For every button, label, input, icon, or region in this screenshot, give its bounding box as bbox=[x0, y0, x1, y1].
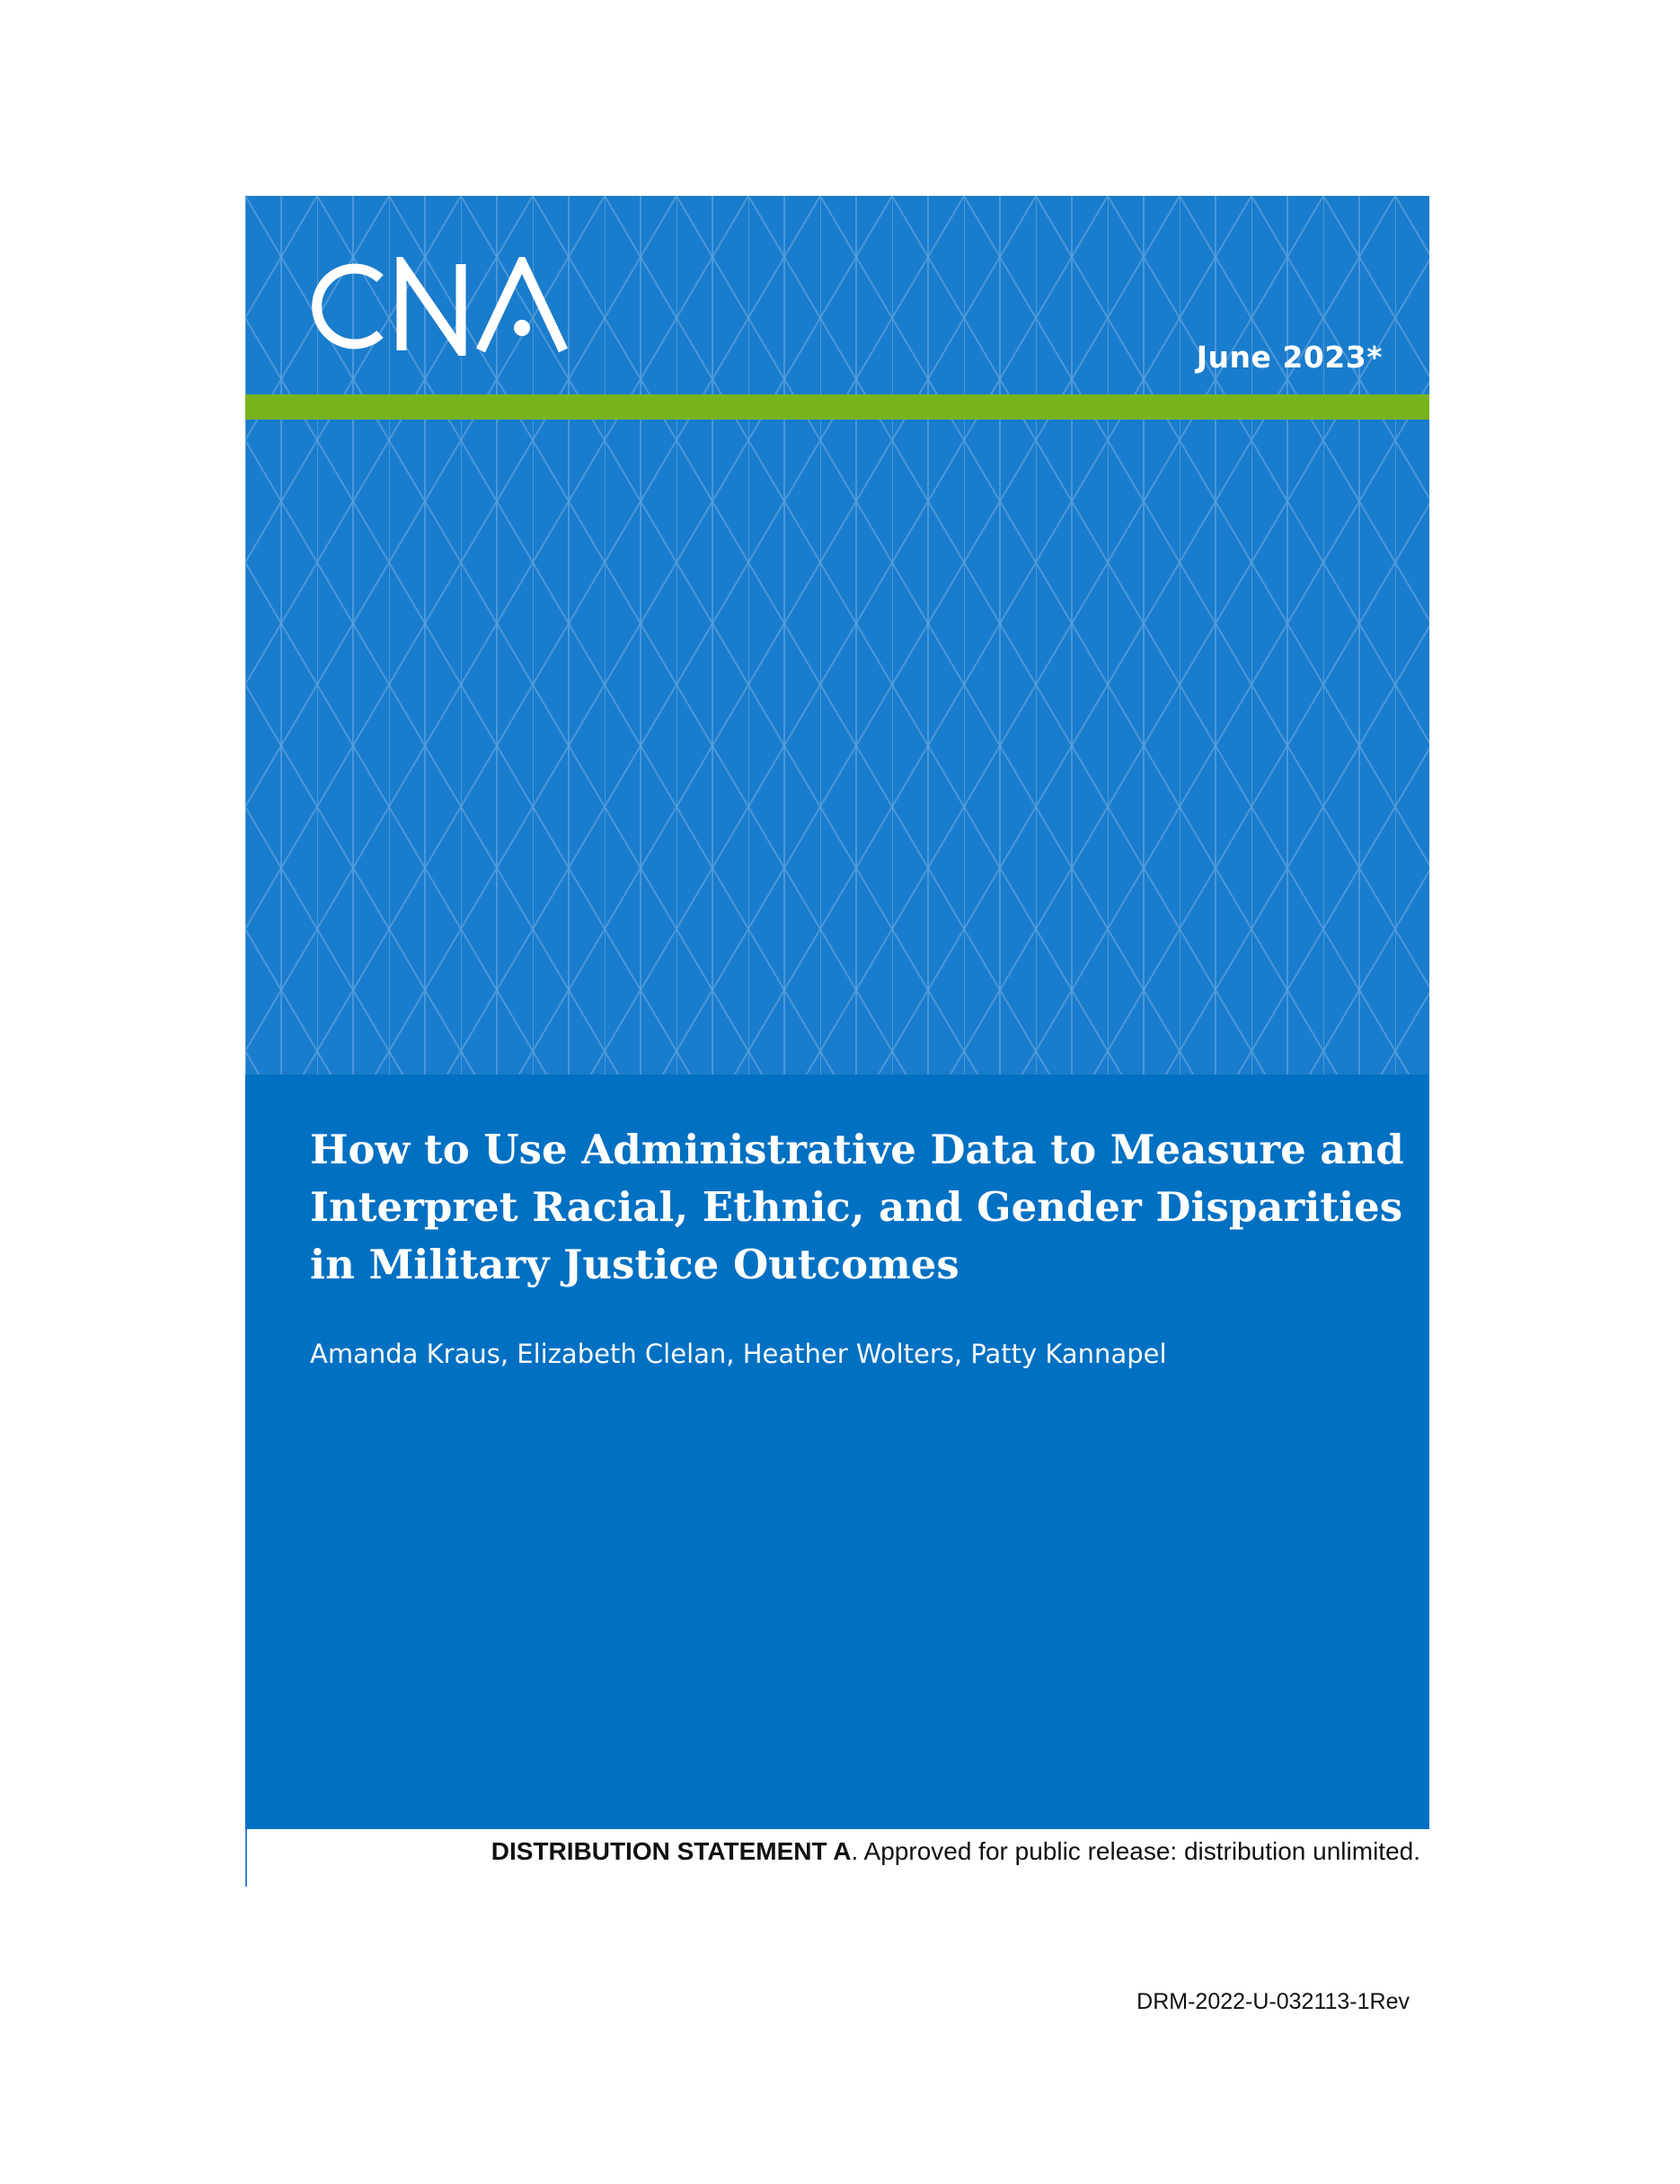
publication-date: June 2023* bbox=[1196, 340, 1383, 375]
distribution-statement bbox=[491, 1837, 1420, 1866]
cna-logo bbox=[301, 257, 570, 356]
footer-divider bbox=[245, 1829, 247, 1887]
distribution-text: . Approved for public release: distribution unlimited. bbox=[851, 1837, 1420, 1865]
author-list: Amanda Kraus, Elizabeth Clelan, Heather Wolters, Patty Kannapel bbox=[310, 1339, 1167, 1369]
report-cover bbox=[245, 196, 1429, 1829]
report-title bbox=[310, 1121, 1415, 1294]
title-line: Interpret Racial, Ethnic, and Gender Disparities bbox=[310, 1183, 1403, 1231]
distribution-label: DISTRIBUTION STATEMENT A bbox=[491, 1837, 852, 1865]
accent-bar bbox=[245, 394, 1429, 420]
document-number: DRM-2022-U-032113-1Rev bbox=[1136, 1989, 1410, 2014]
title-line: in Military Justice Outcomes bbox=[310, 1241, 959, 1288]
title-line: How to Use Administrative Data to Measure and bbox=[310, 1126, 1404, 1173]
